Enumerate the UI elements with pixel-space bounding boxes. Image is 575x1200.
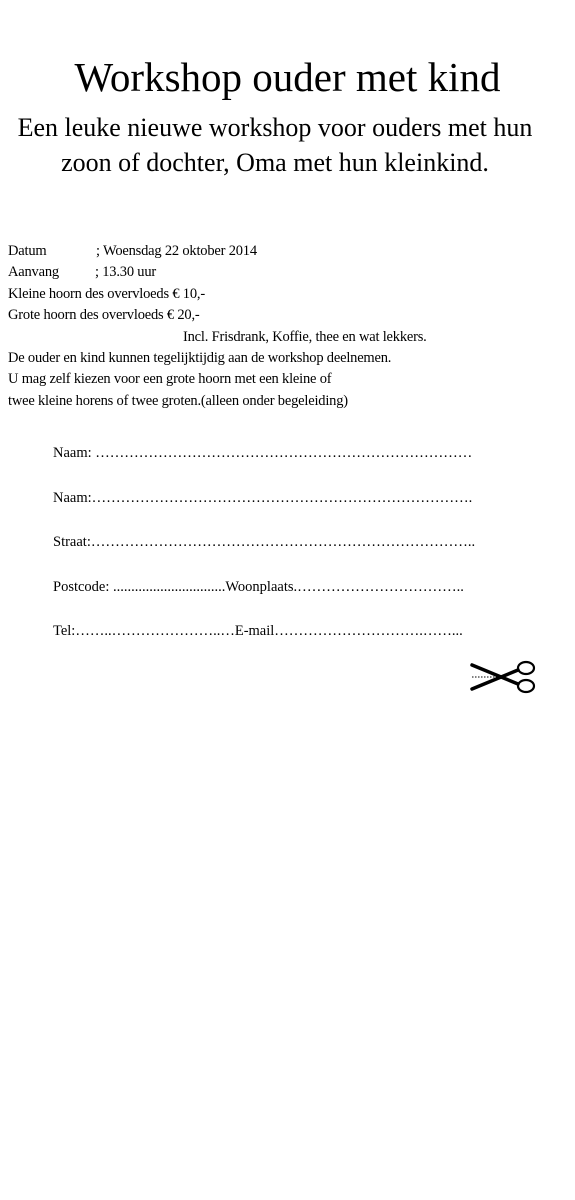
postcode-woonplaats-row [53,577,533,622]
naam-field-1[interactable]: Naam: …………………………………………………………………… [53,445,473,461]
aanvang-line [8,262,568,283]
inclusief-note: Incl. Frisdrank, Koffie, thee en wat lekkers. [183,328,427,345]
scissors-icon [470,660,538,696]
description-line-1: De ouder en kind kunnen tegelijktijdig aan de workshop deelnemen. [8,350,392,367]
aanvang-label: Aanvang [8,264,59,281]
event-details [8,241,568,412]
aanvang-value: ; 13.30 uur [95,264,157,281]
datum-label: Datum [8,243,47,259]
woonplaats-field[interactable]: Woonplaats.…………………………….. [225,578,464,595]
naam-field-2[interactable]: Naam:……………………………………………………………………. [53,489,473,506]
page-title: Workshop ouder met kind [74,54,501,100]
description-line-2: U mag zelf kiezen voor een grote hoorn met een kleine of [8,371,332,388]
grote-hoorn-price: Grote hoorn des overvloeds € 20,- [8,307,200,324]
straat-field[interactable]: Straat:…………………………………………………………………….. [53,534,476,550]
email-field[interactable]: E-mail………………………….……... [234,623,463,639]
kleine-hoorn-price: Kleine hoorn des overvloeds € 10,- [8,285,205,302]
datum-line [8,241,568,262]
description-line-3: twee kleine horens of twee groten.(alleen onder begeleiding) [8,392,348,409]
tel-email-row [53,621,533,666]
page-subtitle: Een leuke nieuwe workshop voor ouders met hun zoon of dochter, Oma met hun kleinkind. [17,113,533,177]
datum-value: ; Woensdag 22 oktober 2014 [96,243,257,259]
postcode-field[interactable]: Postcode: ............................... [53,578,226,595]
tel-field[interactable]: Tel:……..…………………..… [53,623,235,639]
registration-form [53,443,533,666]
